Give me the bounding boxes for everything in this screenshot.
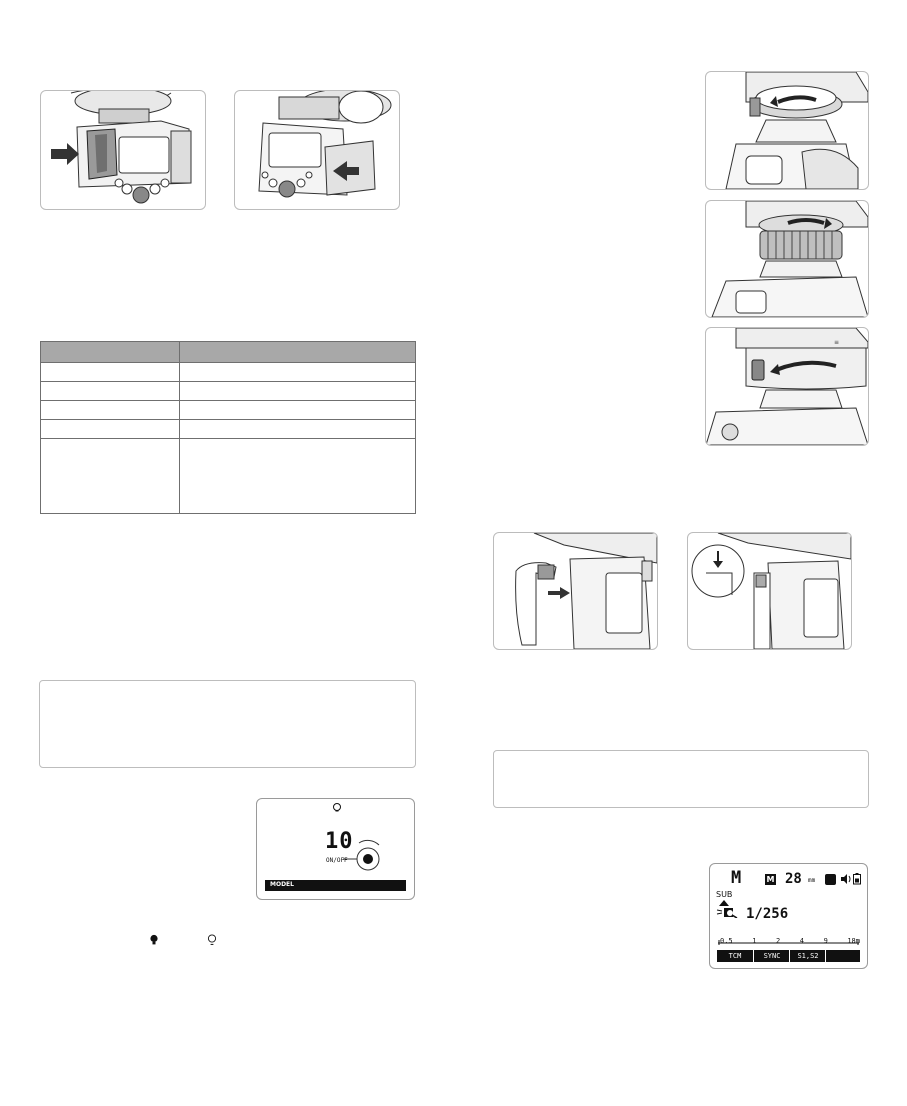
menu-item-s1s2: S1,S2	[789, 950, 826, 962]
table-header-row	[41, 342, 416, 363]
slave-flash-icon	[716, 900, 740, 918]
bulb-on-icon	[149, 934, 159, 946]
scale-label: 4	[799, 937, 804, 945]
note-box	[493, 750, 869, 808]
table-row	[41, 363, 416, 382]
mount-lock-illustration-3	[705, 327, 869, 446]
battery-icon	[853, 872, 861, 885]
onoff-label: ON/OFF	[326, 857, 348, 864]
table-row	[41, 439, 416, 514]
mode-indicator: M	[731, 868, 742, 888]
menu-item-blank	[825, 950, 861, 962]
svg-text:≡: ≡	[834, 339, 840, 346]
cover-attach-drawing	[688, 533, 851, 649]
mount-lock-drawing	[706, 201, 868, 317]
cover-attach-illustration-1	[493, 532, 658, 650]
battery-insert-illustration-right	[234, 90, 400, 210]
bulb-off-icon	[207, 934, 217, 946]
zoom-value: 28	[785, 871, 802, 887]
model-bar-label: MODEL	[270, 881, 294, 888]
hss-icon	[825, 874, 836, 885]
battery-insert-drawing	[235, 91, 399, 209]
note-box	[39, 680, 416, 768]
menu-item-tcm: TCM	[728, 952, 742, 960]
zoom-m-icon: M	[766, 875, 775, 884]
model-number: 10	[325, 829, 354, 854]
mount-lock-drawing	[706, 72, 868, 189]
scale-label: 2	[776, 937, 781, 945]
scale-labels	[720, 937, 860, 947]
mount-lock-illustration-1	[705, 71, 869, 190]
cover-attach-drawing	[494, 533, 657, 649]
battery-insert-drawing	[41, 91, 205, 209]
power-level: 1/256	[746, 906, 789, 922]
table-row	[41, 401, 416, 420]
scale-label: 18m	[847, 937, 860, 945]
model-bar	[265, 880, 406, 891]
zoom-unit: mm	[808, 877, 816, 884]
lcd-menu-bar	[717, 950, 860, 962]
model-lcd-display	[256, 798, 415, 900]
mount-lock-drawing	[706, 328, 868, 445]
battery-insert-illustration-left	[40, 90, 206, 210]
mount-lock-illustration-2	[705, 200, 869, 318]
status-lcd-display	[709, 863, 868, 969]
menu-item-sync: SYNC	[753, 950, 790, 962]
sub-label: SUB	[716, 890, 733, 899]
scale-label: 0.5	[720, 937, 733, 945]
table-row	[41, 382, 416, 401]
scale-label: 1	[752, 937, 757, 945]
sound-icon	[840, 873, 852, 885]
spec-table	[40, 341, 416, 514]
table-row	[41, 420, 416, 439]
scale-label: 9	[823, 937, 828, 945]
cover-attach-illustration-2	[687, 532, 852, 650]
